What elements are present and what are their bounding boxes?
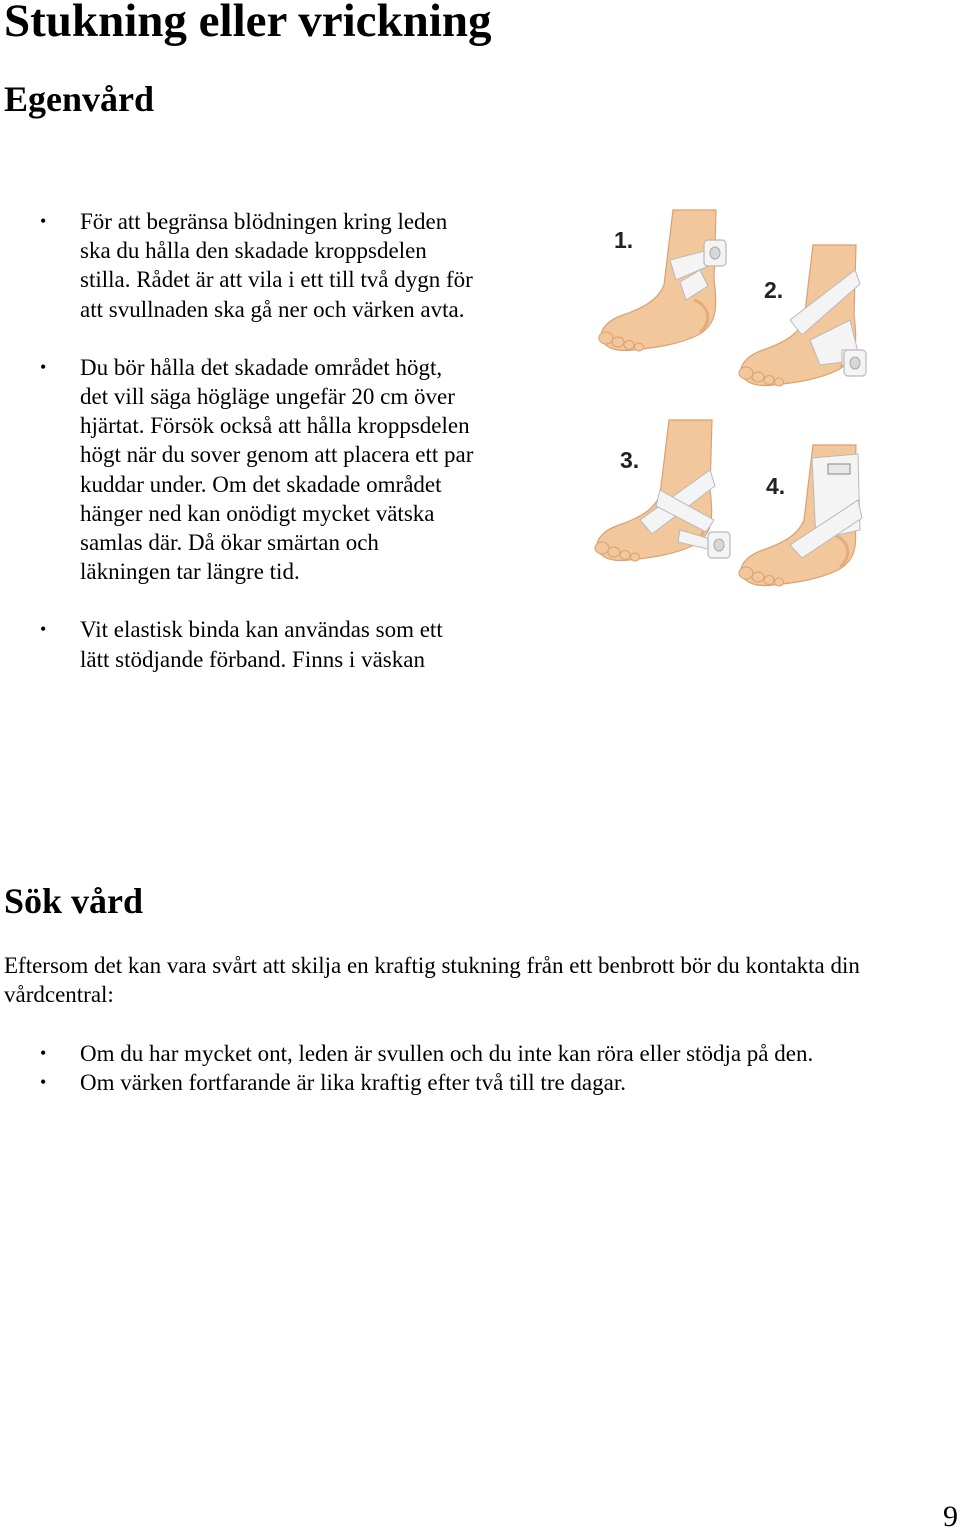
self-care-list xyxy=(0,207,475,703)
step-3-illustration xyxy=(595,420,730,561)
step-4-illustration xyxy=(739,445,862,586)
self-care-heading: Egenvård xyxy=(4,79,155,119)
list-item: • För att begränsa blödningen kring leden ska du hålla den skadade kroppsdelen stilla. Rådet är att vila i ett till två dygn för att svullnaden ska gå ner och värken avta. xyxy=(0,207,475,324)
list-item: • Om värken fortfarande är lika kraftig efter två till tre dagar. xyxy=(0,1068,930,1097)
step-1-illustration xyxy=(599,210,726,351)
step-3-label: 3. xyxy=(620,447,640,473)
list-item: • Om du har mycket ont, leden är svullen och du inte kan röra eller stödja på den. xyxy=(0,1039,930,1068)
step-4-label: 4. xyxy=(766,473,786,499)
list-item: • Du bör hålla det skadade området högt, det vill säga högläge ungefär 20 cm över hjärtat. Försök också att hålla kroppsdelen högt när du sover genom att placera ett par kuddar under. Om det skadade området hänger ned kan onödigt mycket vätska samlas där. Då ökar smärtan och läkningen tar längre tid. xyxy=(0,353,475,587)
seek-care-intro: Eftersom det kan vara svårt att skilja en kraftig stukning från ett benbrott bör du kontakta din vårdcentral: xyxy=(4,953,860,1008)
seek-care-list xyxy=(0,1039,930,1097)
seek-care-heading: Sök vård xyxy=(4,881,144,921)
ankle-bandage-illustration xyxy=(580,200,880,600)
step-2-illustration xyxy=(739,245,866,386)
step-2-label: 2. xyxy=(764,277,784,303)
list-item: • Vit elastisk binda kan användas som ett lätt stödjande förband. Finns i väskan xyxy=(0,615,475,673)
page-number: 9 xyxy=(943,1500,958,1533)
page-title: Stukning eller vrickning xyxy=(4,0,492,47)
step-1-label: 1. xyxy=(614,227,634,253)
